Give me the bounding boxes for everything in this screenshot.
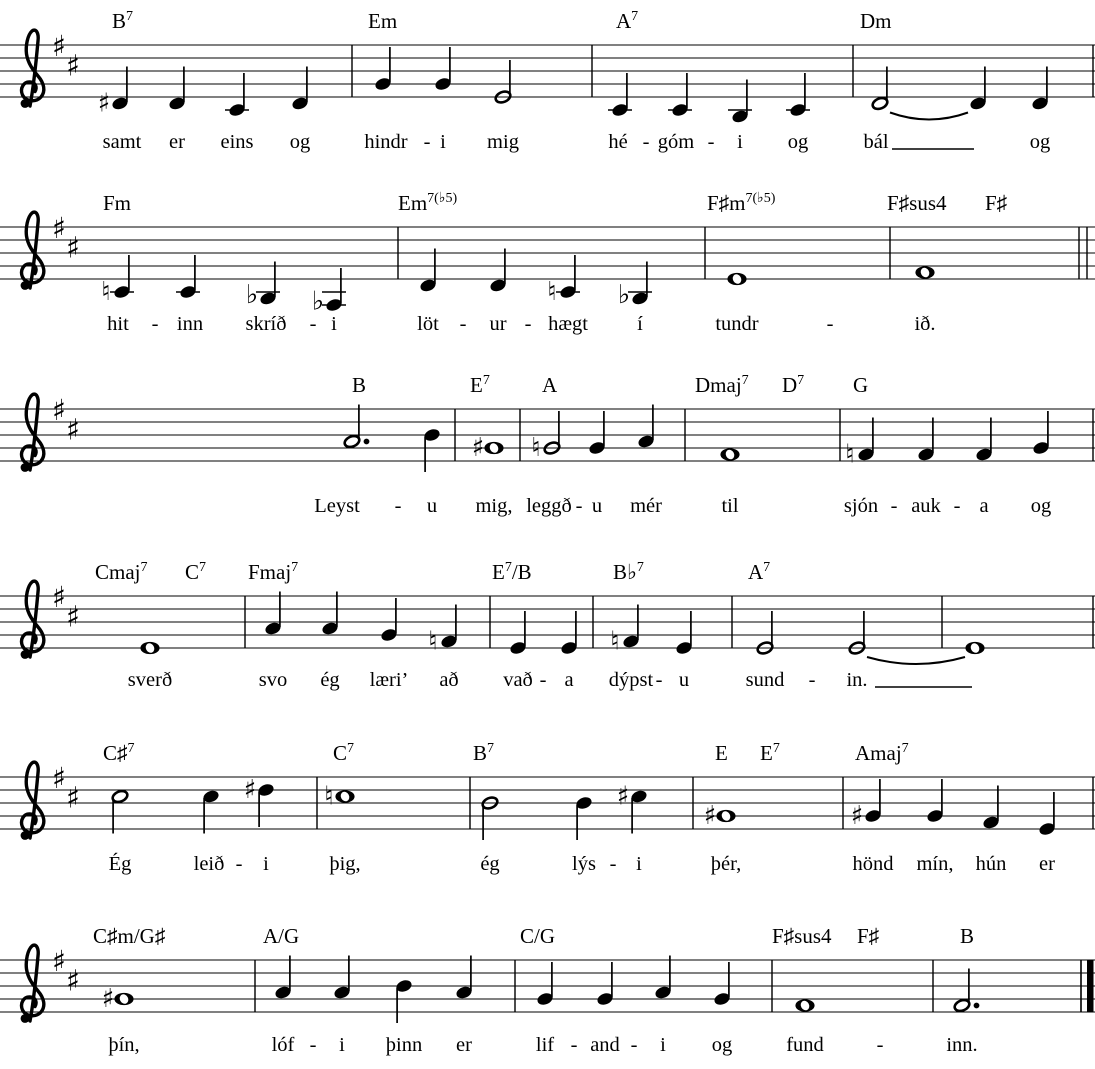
key-signature-sharp-icon: ♯ [65, 780, 81, 815]
note [472, 433, 504, 463]
lyric-syllable: eins [220, 131, 254, 153]
note [727, 273, 746, 286]
note [291, 67, 309, 112]
accidental-flat-icon: ♭ [311, 286, 325, 317]
chord-symbol: Dm [860, 9, 892, 33]
augmentation-dot [364, 439, 370, 445]
lyric-hyphen: - [570, 1034, 578, 1056]
lyric-syllable: svo [258, 669, 288, 691]
lyric-syllable: dýpst [608, 669, 654, 691]
lyric-hyphen: - [890, 495, 898, 517]
lyric-syllable: i [263, 853, 269, 875]
chord-symbol: $B^7$ [112, 9, 134, 33]
lyric-syllable: tundr [715, 313, 759, 335]
chord-symbol: B♭$^7$ [613, 560, 644, 584]
note [953, 969, 979, 1013]
lyric-syllable: i [440, 131, 446, 153]
lyric-syllable: bál [863, 131, 889, 153]
chord-symbol: F♯ [985, 191, 1008, 215]
lyric-syllable: hún [975, 853, 1007, 875]
lyric-syllable: mér [630, 495, 662, 517]
lyric-hyphen: - [235, 853, 243, 875]
lyric-syllable: er [456, 1034, 472, 1056]
key-signature-sharp-icon: ♯ [51, 944, 67, 978]
note [917, 418, 935, 463]
treble-clef-icon [21, 650, 30, 659]
chord-symbol: B [352, 373, 367, 397]
note [795, 999, 814, 1012]
key-signature-sharp-icon: ♯ [65, 599, 81, 634]
treble-clef-icon [22, 212, 44, 288]
lyric-syllable: þér, [710, 853, 742, 875]
lyric-hyphen: - [423, 131, 431, 153]
lyric-hyphen: - [826, 313, 834, 335]
note [321, 592, 339, 637]
key-signature-sharp-icon: ♯ [51, 580, 67, 614]
lyric-hyphen: - [808, 669, 816, 691]
note [975, 418, 993, 463]
note [225, 73, 249, 118]
lyric-hyphen: - [309, 313, 317, 335]
note [101, 255, 134, 307]
note [926, 779, 944, 824]
note [704, 801, 736, 831]
note [264, 592, 282, 637]
note [608, 73, 632, 118]
lyric-syllable: u [678, 669, 690, 691]
lyric-syllable: löt [417, 313, 439, 335]
lyric-syllable: er [169, 131, 185, 153]
note [618, 262, 652, 311]
chord-symbol: Em [368, 9, 398, 33]
lyric-syllable: skríð [245, 313, 287, 335]
accidental-natural-icon: ♮ [610, 626, 620, 657]
key-signature-sharp-icon: ♯ [65, 412, 81, 447]
note [419, 249, 437, 294]
lyric-syllable: læri’ [369, 669, 409, 691]
lyric-syllable: hé [608, 131, 628, 153]
key-signature-sharp-icon: ♯ [51, 393, 67, 427]
chord-symbol: $C^7$ [333, 741, 355, 765]
accidental-flat-icon: ♭ [617, 280, 631, 310]
note [596, 962, 614, 1007]
note [374, 47, 392, 92]
accidental-flat-icon: ♭ [245, 280, 259, 310]
chord-symbol: Cmaj$^7$ [95, 560, 148, 584]
chord-symbol: Fmaj$^7$ [248, 560, 299, 584]
final-barline [1087, 960, 1094, 1012]
accidental-sharp-icon: ♯ [703, 801, 717, 831]
note [494, 60, 512, 104]
treble-clef-icon [22, 945, 44, 1021]
note [675, 611, 693, 656]
chord-symbol: A/G [263, 924, 300, 948]
treble-clef-icon [22, 762, 44, 838]
lyric-hyphen: - [394, 495, 402, 517]
lyric-syllable: in. [846, 669, 868, 691]
note [713, 962, 731, 1007]
accidental-natural-icon: ♮ [428, 626, 438, 657]
note [244, 775, 276, 827]
chord-symbol: $A^7$ [616, 9, 639, 33]
chord-symbol: $A^7$ [748, 560, 771, 584]
note [455, 956, 473, 1001]
accidental-sharp-icon: ♯ [97, 88, 111, 119]
note [728, 80, 752, 125]
note [395, 978, 413, 1023]
chord-symbol: F♯sus4 [887, 191, 947, 215]
accidental-natural-icon: ♮ [101, 277, 111, 307]
lyric-hyphen: - [309, 1034, 317, 1056]
lyric-hyphen: - [151, 313, 159, 335]
lyric-syllable: i [737, 131, 743, 153]
note [915, 266, 934, 279]
lyric-syllable: þín, [108, 1034, 140, 1056]
lyric-syllable: Ég [108, 853, 132, 875]
note [434, 47, 452, 92]
note [617, 782, 649, 834]
note [786, 73, 810, 118]
lyric-syllable: vað [503, 669, 533, 691]
lyric-syllable: i [660, 1034, 666, 1056]
note [560, 611, 578, 656]
note [575, 795, 593, 840]
lyric-syllable: ur [489, 313, 507, 335]
lyric-syllable: samt [102, 131, 142, 153]
lyric-hyphen: - [575, 495, 583, 517]
chord-symbol: C♯m/G♯ [93, 924, 166, 948]
lyric-syllable: mig, [475, 495, 513, 517]
lyric-syllable: inn [176, 313, 204, 335]
lyric-syllable: ið. [914, 313, 936, 335]
lyric-syllable: i [339, 1034, 345, 1056]
treble-clef-icon [21, 99, 30, 108]
lyric-hyphen: - [655, 669, 663, 691]
lyric-syllable: inn. [946, 1034, 978, 1056]
note [982, 786, 1000, 831]
note [324, 782, 354, 812]
note [654, 956, 672, 1001]
lyric-syllable: að [439, 669, 459, 691]
note [845, 418, 875, 470]
lyric-syllable: hit [107, 313, 129, 335]
note [637, 405, 655, 450]
note [531, 411, 561, 463]
treble-clef-icon [22, 581, 44, 657]
accidental-natural-icon: ♮ [845, 439, 855, 470]
lyric-syllable: leggð [526, 495, 572, 517]
note [168, 67, 186, 112]
lyric-syllable: mig [487, 131, 519, 153]
key-signature-sharp-icon: ♯ [51, 211, 67, 245]
note [481, 796, 499, 840]
chord-symbol: Dmaj$^7$ [695, 373, 749, 397]
key-signature-sharp-icon: ♯ [65, 230, 81, 265]
chord-symbol: Amaj$^7$ [855, 741, 909, 765]
lyric-syllable: auk [911, 495, 941, 517]
lyric-hyphen: - [876, 1034, 884, 1056]
accidental-sharp-icon: ♯ [616, 781, 630, 812]
key-signature-sharp-icon: ♯ [65, 963, 81, 998]
accidental-sharp-icon: ♯ [243, 775, 257, 805]
key-signature-sharp-icon: ♯ [65, 48, 81, 83]
note [547, 255, 580, 307]
lyric-syllable: er [1039, 853, 1055, 875]
chord-symbol: A [542, 373, 558, 397]
lyric-syllable: mín, [916, 853, 954, 875]
chord-symbol: $F♯m^{7(♭5)}$ [707, 191, 776, 215]
lyric-syllable: þinn [385, 1034, 423, 1056]
treble-clef-icon [21, 831, 30, 840]
note [489, 249, 507, 294]
chord-symbol: E [715, 741, 728, 765]
note [428, 605, 458, 657]
treble-clef-icon [22, 30, 44, 106]
key-signature-sharp-icon: ♯ [51, 761, 67, 795]
lyric-syllable: u [426, 495, 438, 517]
lyric-syllable: hindr [364, 131, 408, 153]
lyric-syllable: lif [535, 1034, 555, 1056]
lyric-syllable: a [979, 495, 989, 517]
chord-symbol: G [853, 373, 869, 397]
note [720, 448, 739, 461]
lyric-syllable: og [787, 131, 809, 153]
note [176, 255, 200, 300]
lyric-syllable: lóf [271, 1034, 295, 1056]
note [871, 67, 968, 120]
note [202, 789, 220, 834]
chord-symbol: F♯ [857, 924, 880, 948]
lyric-syllable: i [331, 313, 337, 335]
treble-clef-icon [21, 463, 30, 472]
accidental-sharp-icon: ♯ [850, 801, 864, 831]
lyric-hyphen: - [459, 313, 467, 335]
lyric-hyphen: - [642, 131, 650, 153]
lyric-syllable: u [591, 495, 603, 517]
lyric-syllable: Leyst [314, 495, 360, 517]
accidental-natural-icon: ♮ [531, 433, 541, 463]
chord-symbol: $D^7$ [782, 373, 805, 397]
accidental-sharp-icon: ♯ [101, 984, 115, 1014]
chord-symbol: F♯sus4 [772, 924, 832, 948]
treble-clef-icon [21, 1014, 30, 1023]
chord-symbol: $E^7/B$ [492, 560, 532, 584]
chord-symbol: $E^7$ [470, 373, 490, 397]
treble-clef-icon [22, 394, 44, 470]
note [1032, 411, 1050, 456]
lyric-syllable: a [564, 669, 574, 691]
lyric-syllable: hönd [852, 853, 894, 875]
lyric-syllable: fund [786, 1034, 824, 1056]
accidental-natural-icon: ♮ [547, 277, 557, 307]
lyric-syllable: ég [480, 853, 500, 875]
chord-symbol: $B^7$ [473, 741, 495, 765]
lyric-syllable: í [637, 313, 643, 335]
lyric-hyphen: - [524, 313, 532, 335]
chord-symbol: C/G [520, 924, 556, 948]
note [140, 642, 159, 655]
lyric-syllable: sjón [843, 495, 879, 517]
note [610, 605, 640, 657]
lyric-syllable: i [636, 853, 642, 875]
lyric-syllable: og [711, 1034, 733, 1056]
lyric-hyphen: - [539, 669, 547, 691]
lyric-syllable: góm [657, 131, 695, 153]
lyric-syllable: sverð [127, 669, 173, 691]
lyric-syllable: þig, [329, 853, 361, 875]
note [509, 611, 527, 656]
lyric-syllable: til [721, 495, 739, 517]
chord-symbol: $Em^{7(♭5)}$ [398, 191, 458, 215]
lyric-syllable: og [1029, 131, 1051, 153]
tie [890, 113, 968, 120]
note [333, 956, 351, 1001]
note [668, 73, 692, 118]
accidental-natural-icon: ♮ [324, 781, 334, 812]
note [343, 405, 369, 449]
note [848, 611, 965, 664]
lyric-hyphen: - [609, 853, 617, 875]
lyric-syllable: og [289, 131, 311, 153]
chord-symbol: C♯$^7$ [103, 741, 135, 765]
key-signature-sharp-icon: ♯ [51, 29, 67, 63]
note [111, 789, 129, 833]
lyric-syllable: leið [193, 853, 225, 875]
note [851, 779, 883, 831]
lyric-syllable: ég [320, 669, 340, 691]
note [1031, 67, 1049, 112]
note [1038, 792, 1056, 837]
treble-clef-icon [21, 281, 30, 290]
note [588, 411, 606, 456]
augmentation-dot [974, 1003, 980, 1009]
note [969, 67, 987, 112]
note [274, 956, 292, 1001]
lyric-syllable: og [1030, 495, 1052, 517]
lyric-syllable: lýs [572, 853, 596, 875]
note [98, 67, 130, 119]
note [756, 611, 774, 655]
lyric-syllable: hægt [548, 313, 588, 335]
accidental-sharp-icon: ♯ [471, 433, 485, 463]
tie [867, 657, 965, 664]
lyric-hyphen: - [630, 1034, 638, 1056]
chord-symbol: $E^7$ [760, 741, 780, 765]
note [536, 962, 554, 1007]
lyric-syllable: and [590, 1034, 620, 1056]
chord-symbol: B [960, 924, 975, 948]
note [102, 984, 134, 1014]
note [312, 268, 346, 317]
lyric-hyphen: - [707, 131, 715, 153]
note [380, 598, 398, 643]
note [965, 642, 984, 655]
note [246, 262, 280, 311]
lyric-syllable: sund [745, 669, 785, 691]
lyric-hyphen: - [953, 495, 961, 517]
chord-symbol: Fm [103, 191, 132, 215]
chord-symbol: $C^7$ [185, 560, 207, 584]
note [423, 427, 441, 472]
